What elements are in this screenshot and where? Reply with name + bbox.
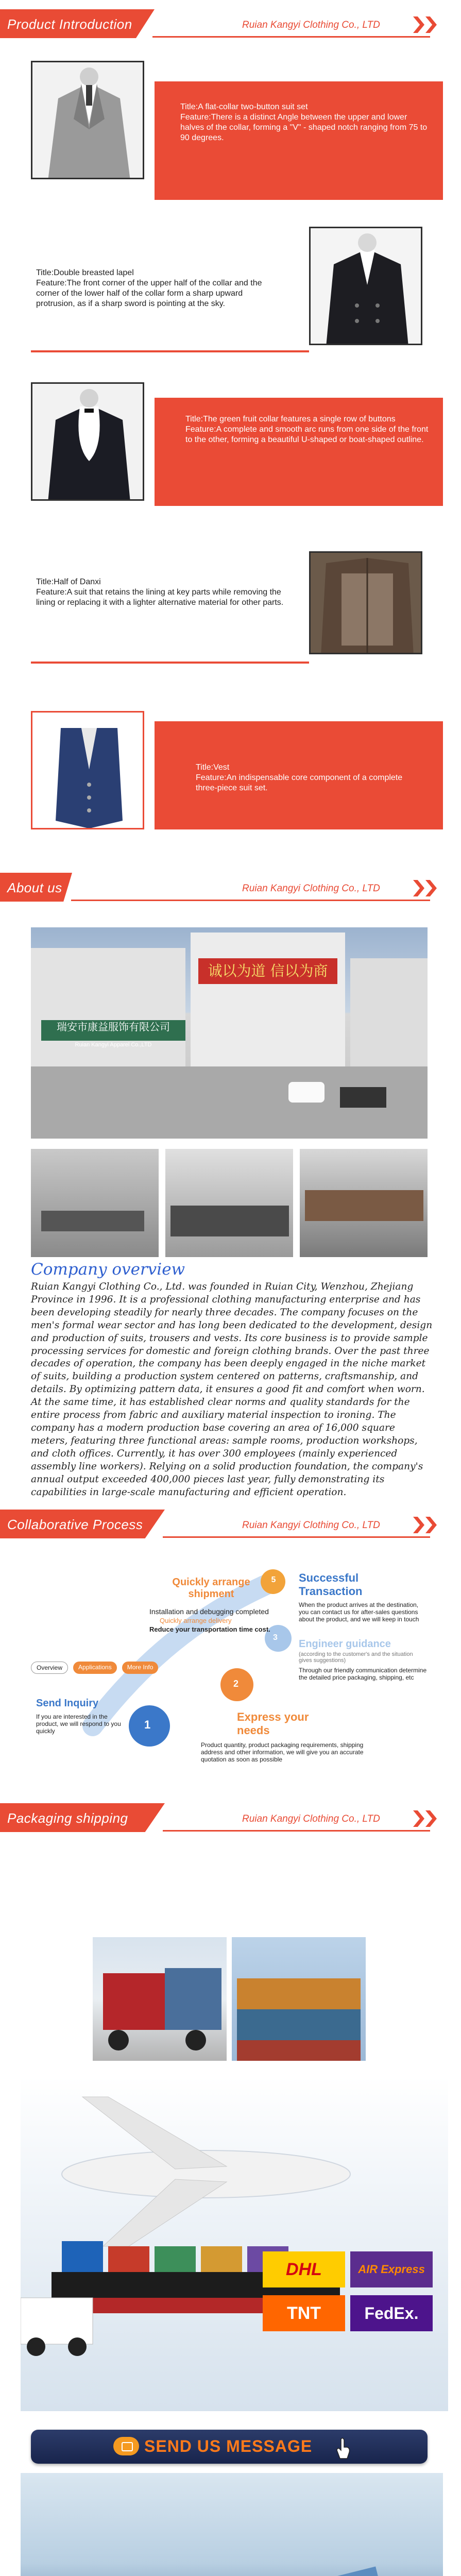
product-image [31, 711, 144, 829]
car [288, 1082, 325, 1103]
step-sub: Quickly arrange delivery [160, 1617, 232, 1624]
product-description [36, 577, 294, 608]
header-rule [163, 1830, 430, 1832]
workshop-photo [31, 1149, 159, 1257]
step-title: Express your needs [237, 1710, 309, 1737]
process-section-header [0, 1510, 461, 1546]
grey-suit-icon [32, 62, 144, 179]
product-title: Title:A flat-collar two-button suit set [180, 103, 308, 111]
section-title: About us [7, 880, 62, 895]
chevron-icon [413, 16, 424, 33]
product-feature: Feature:A complete and smooth arc runs from one side of the front to the other, forming a beautiful U-shaped or boat-shaped outline. [185, 425, 429, 444]
product-description [180, 102, 428, 143]
about-section-header [0, 873, 461, 909]
pointer-hand-icon [336, 2437, 351, 2460]
step-number: 3 [273, 1633, 278, 1642]
chevron-icon [425, 16, 437, 33]
chevron-icon [413, 880, 424, 896]
product-title: Title:Double breasted lapel [36, 268, 134, 277]
product-image [31, 61, 144, 179]
product-description [196, 762, 422, 793]
car [340, 1087, 386, 1108]
building-left [31, 948, 185, 1066]
company-overview-title: Company overview [31, 1260, 185, 1279]
product-title: Title:The green fruit collar features a single row of buttons [185, 415, 396, 423]
cargo-ship-icon [21, 2473, 443, 2576]
company-sign [41, 1020, 185, 1041]
product-card [31, 382, 443, 511]
step-number: 5 [271, 1575, 276, 1584]
send-message-button[interactable] [31, 2430, 428, 2464]
sample-room-photo [300, 1149, 428, 1257]
step-text: Installation and debugging completed [149, 1607, 269, 1616]
fedex-logo: FedEx. [350, 2295, 433, 2331]
black-double-breasted-suit-icon [311, 228, 422, 345]
chevron-icon [413, 1517, 424, 1533]
section-title: Packaging shipping [7, 1810, 128, 1826]
product-image [31, 382, 144, 501]
vest-icon [32, 713, 144, 829]
process-diagram [31, 1561, 428, 1777]
chip-more-info: More Info [122, 1662, 159, 1674]
step-sub: (according to the customer's and the situation gives suggestions) [299, 1651, 413, 1664]
company-overview-text: Ruian Kangyi Clothing Co., Ltd. was founded in Ruian City, Wenzhou, Zhejiang Province in 1996. It is a professional clothing manufacturing enterprise and has been developing steadily for nearly three decades. The company focuses on the men's formal wear sector and has long been dedicated to the development, design and production of suits, trousers and vests. Its core business is to provide sample processing services for domestic and foreign clothing brands. Over the past three decades of operation, the company has been deeply engaged in the niche market of suits, building a production system centered on patterns, craftsmanship, and details. By optimizing pattern data, it ensures a good fit and comfort when worn. At the same time, it has established clear norms and quality standards for the entire process from fabric and auxiliary material inspection to ironing. The company has a modern production base covering an area of 16,000 square meters, featuring three functional areas: sample rooms, production workshops, and cloth offices. Currently, it has over 300 employees (mainly experienced assembly line workers). Relying on a solid production foundation, the company's annual output exceeded 400,000 pieces last year, fully demonstrating its capabilities in large-scale manufacturing and efficient operation. [31, 1281, 433, 1498]
step-number: 1 [144, 1718, 151, 1731]
product-card [31, 227, 443, 355]
product-image [309, 551, 422, 654]
process-chips [31, 1662, 158, 1674]
chip-overview: Overview [31, 1662, 68, 1674]
product-description [36, 268, 283, 309]
product-title: Title:Half of Danxi [36, 578, 101, 586]
step-title: Send Inquiry [36, 1698, 99, 1709]
step-text: When the product arrives at the destination, you can contact us for after-sales questions about the product, and we will keep in touch [299, 1601, 419, 1623]
company-name: Ruian Kangyi Clothing Co., LTD [242, 1520, 380, 1531]
header-rule [163, 1536, 430, 1538]
cutting-room-photo [165, 1149, 293, 1257]
air-express-logo: AIR Express [350, 2251, 433, 2287]
step-text: Through our friendly communication determine the detailed price packaging, shipping, etc [299, 1667, 427, 1681]
step-title: Quickly arrange shipment [172, 1577, 250, 1600]
step-text: If you are interested in the product, we will respond to you quickly [36, 1713, 121, 1735]
section-title: Collaborative Process [7, 1517, 143, 1532]
packaging-section-header [0, 1803, 461, 1839]
product-card [31, 711, 443, 840]
chevron-icon [425, 1517, 437, 1533]
step-title: Engineer guidance [299, 1638, 391, 1650]
product-card [31, 61, 443, 190]
step-number: 2 [233, 1679, 239, 1689]
shawl-collar-suit-icon [32, 384, 144, 501]
building-center [191, 933, 345, 1066]
chip-applications: Applications [73, 1662, 117, 1674]
step-bold: Reduce your transportation time cost. [149, 1625, 270, 1633]
divider [31, 350, 309, 352]
chevron-icon [425, 880, 437, 896]
slogan-banner: 诚以为道 信以为商 [198, 958, 337, 984]
half-lined-suit-icon [311, 553, 422, 654]
section-title: Product Introduction [7, 16, 132, 32]
send-message-label: SEND US MESSAGE [144, 2437, 313, 2455]
company-name: Ruian Kangyi Clothing Co., LTD [242, 1814, 380, 1824]
company-name: Ruian Kangyi Clothing Co., LTD [242, 20, 380, 30]
container-port-photo [232, 1937, 366, 2061]
logistics-collage [21, 2076, 448, 2411]
product-description [185, 414, 433, 445]
product-feature: Feature:There is a distinct Angle between the upper and lower halves of the collar, forming a "V" - shaped notch ranging from 75 to 90 degrees. [180, 113, 428, 142]
company-sign-cn: 瑞安市康益服饰有限公司 [57, 1022, 170, 1033]
product-feature: Feature:The front corner of the upper half of the collar and the corner of the lower half of the collar form a sharp upward protrusion, as if a sharp sword is pointing at the sky. [36, 279, 262, 308]
cargo-ship-photo [21, 2473, 443, 2576]
dhl-logo: DHL [263, 2251, 345, 2287]
chevron-icon [413, 1810, 424, 1827]
truck-photo [93, 1937, 227, 2061]
mail-icon [113, 2437, 139, 2455]
header-rule [71, 900, 430, 901]
product-image [309, 227, 422, 345]
company-name: Ruian Kangyi Clothing Co., LTD [242, 883, 380, 894]
product-feature: Feature:An indispensable core component of a complete three-piece suit set. [196, 773, 403, 792]
product-feature: Feature:A suit that retains the lining at key parts while removing the lining or replacing it with a lighter alternative material for other parts. [36, 588, 284, 607]
company-building-photo [31, 927, 428, 1139]
product-title: Title:Vest [196, 763, 230, 772]
tnt-logo: TNT [263, 2295, 345, 2331]
step-text: Product quantity, product packaging requirements, shipping address and other information, we will give you an accurate quotation as soon as possible [201, 1741, 364, 1763]
product-card [31, 551, 443, 680]
airplane-ship-icon [21, 2076, 448, 2411]
divider [31, 662, 309, 664]
company-sign-en: Ruian Kangyi Apparel Co.,LTD [75, 1042, 152, 1048]
chevron-icon [425, 1810, 437, 1827]
step-title: Successful Transaction [299, 1571, 363, 1598]
product-section-header [0, 9, 461, 45]
building-right [350, 958, 428, 1066]
header-rule [152, 36, 430, 38]
